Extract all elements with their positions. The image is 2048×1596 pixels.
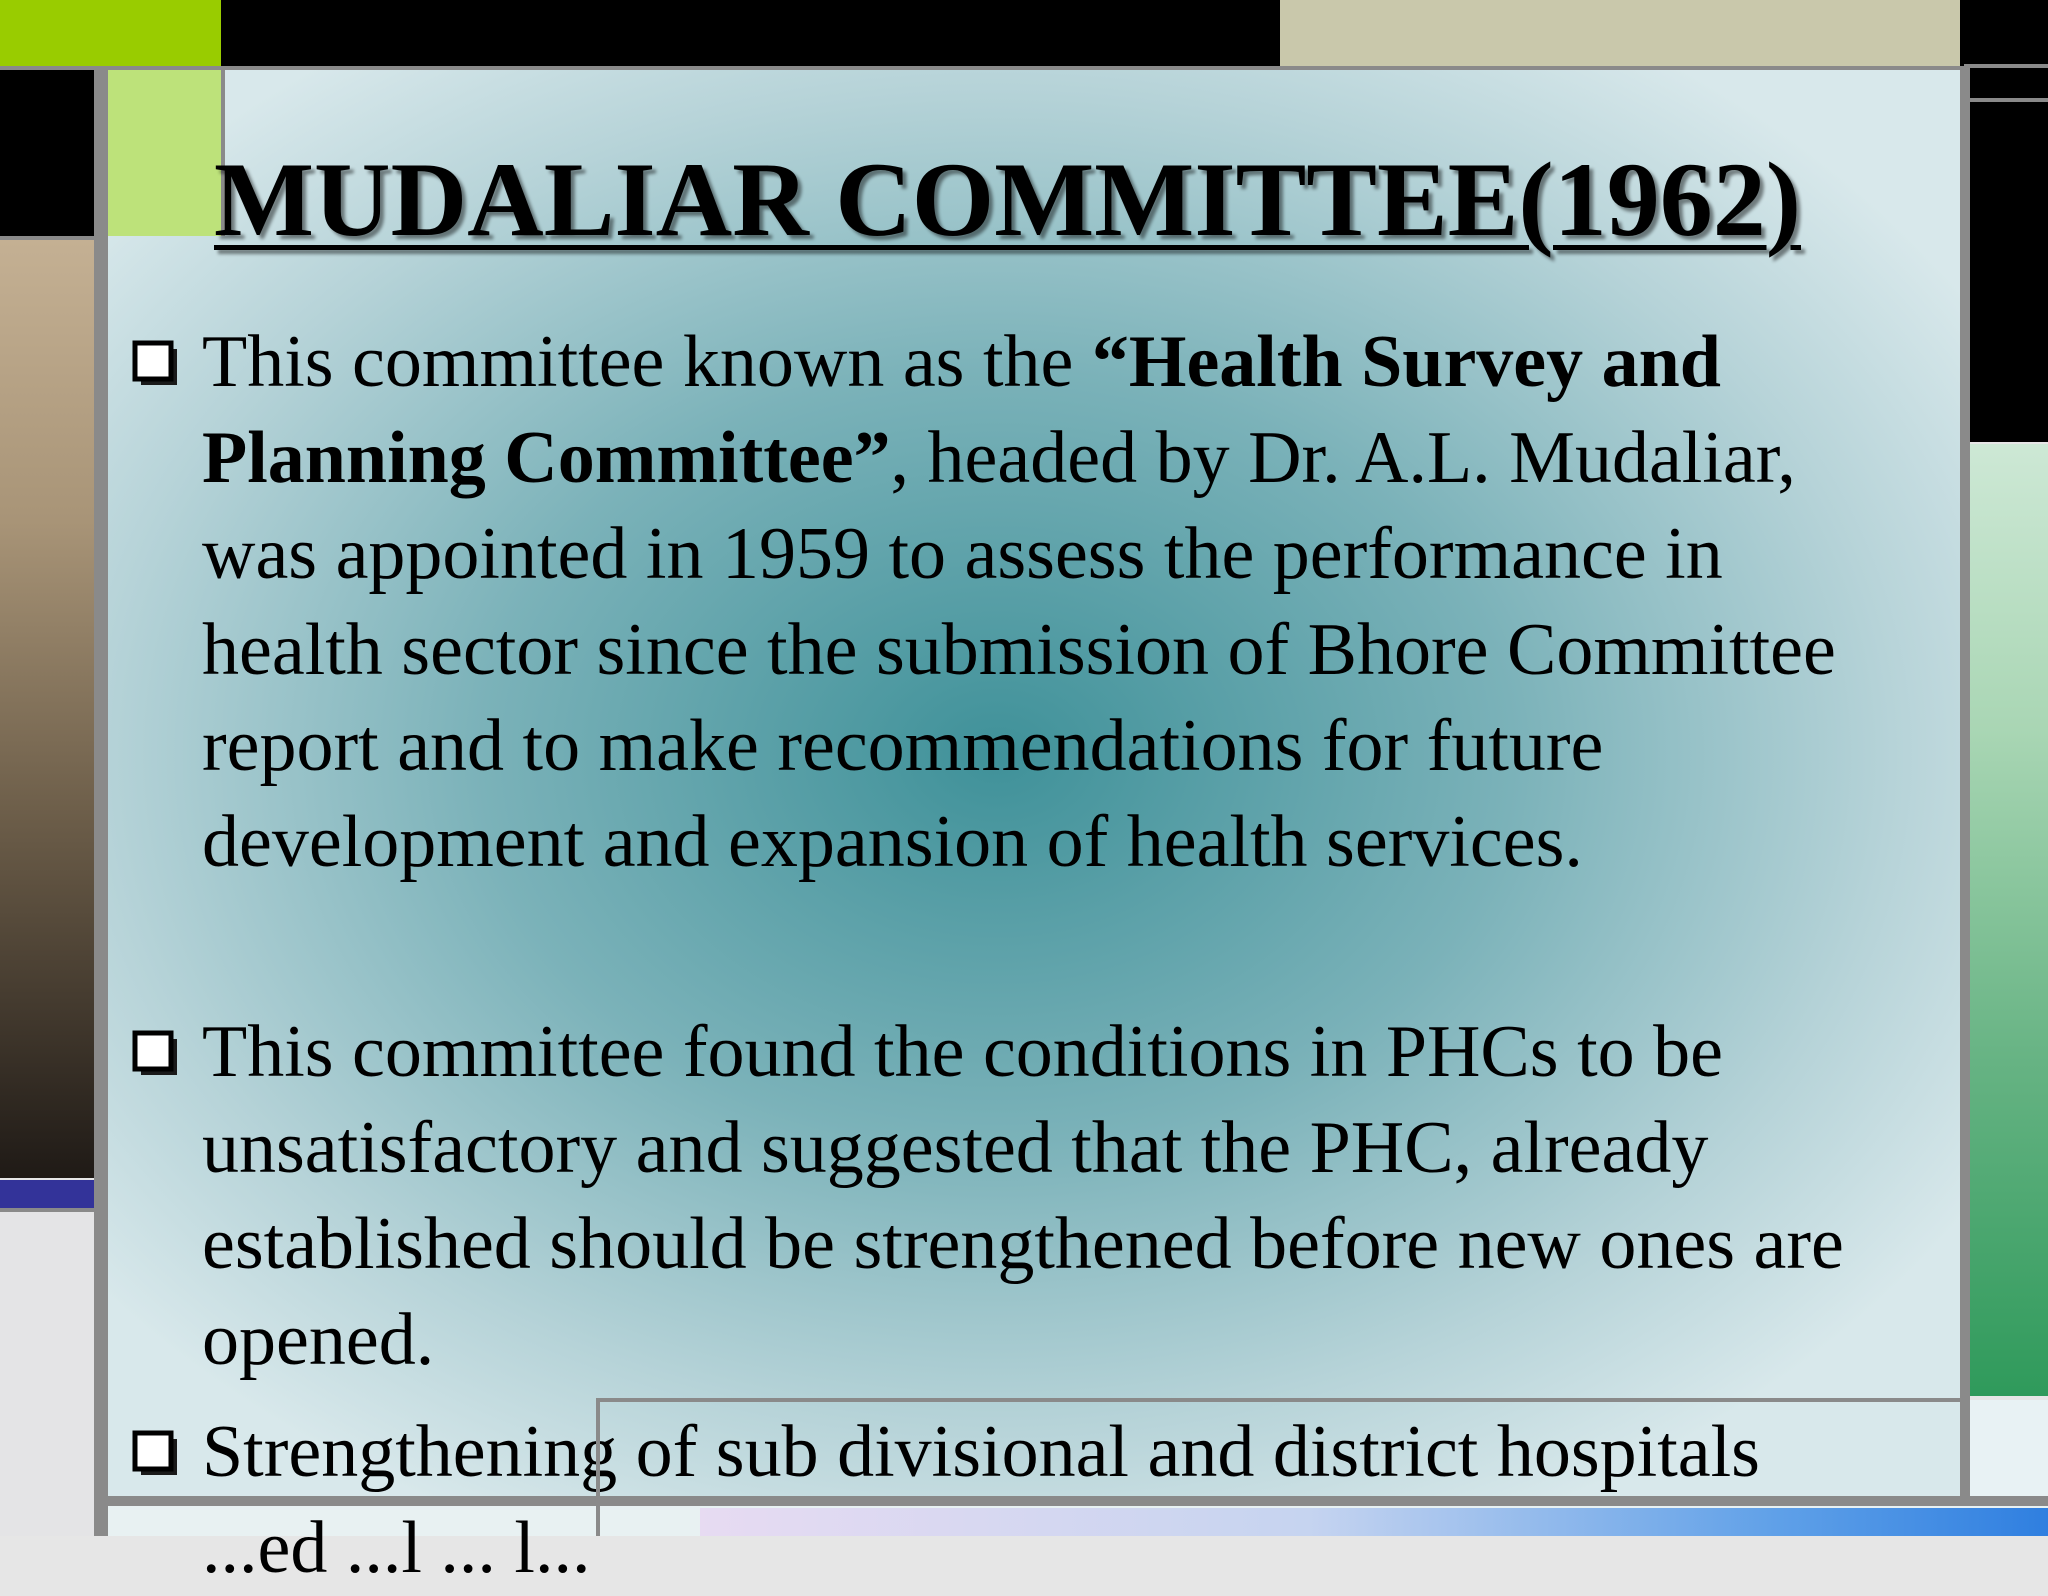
left-blue-strip (0, 1180, 94, 1208)
left-gray-block (0, 1212, 94, 1536)
hollow-square-bullet-icon (132, 340, 180, 388)
hollow-square-bullet-icon (132, 1030, 180, 1078)
bullet-text: This committee known as the (202, 321, 1092, 403)
right-black-divider (1964, 64, 2048, 68)
left-brown-gradient-strip (0, 240, 94, 1178)
slide-title: MUDALIAR COMMITTEE(1962) (214, 141, 1801, 258)
bullet-item (202, 314, 1887, 890)
bullet-text: This committee found the conditions in PHCs to be unsatisfactory and suggested that the PHC, already established should be strengthened before new ones are opened. (202, 1011, 1844, 1381)
bottom-outline-box (596, 1398, 1960, 1536)
frame-line-right (1960, 66, 1970, 1506)
bullet-text: ...ed ...l ... l... (202, 1507, 591, 1589)
frame-line-left (94, 66, 108, 1536)
bullet-bold-text: “Health Survey and Planning Committee” (202, 321, 1721, 499)
frame-line-top (0, 66, 1964, 70)
tan-top-block (1280, 0, 1960, 66)
bullet-item (202, 1004, 1887, 1388)
green-corner-block (0, 0, 221, 66)
right-green-gradient-strip (1970, 444, 2048, 1396)
right-black-divider (1964, 98, 2048, 102)
frame-line-left-column (0, 236, 94, 240)
hollow-square-bullet-icon (132, 1430, 180, 1478)
bullet-text: Strengthening of sub divisional and district hospitals (202, 1411, 1760, 1493)
frame-line-left-column (0, 1208, 94, 1212)
bullet-text: , headed by Dr. A.L. Mudaliar, was appointed in 1959 to assess the performance in health sector since the submission of Bhore Committee report and to make recommendations for future development and expansion of health services. (202, 417, 1836, 883)
left-black-block (0, 70, 94, 236)
lime-corner-square (108, 70, 221, 236)
